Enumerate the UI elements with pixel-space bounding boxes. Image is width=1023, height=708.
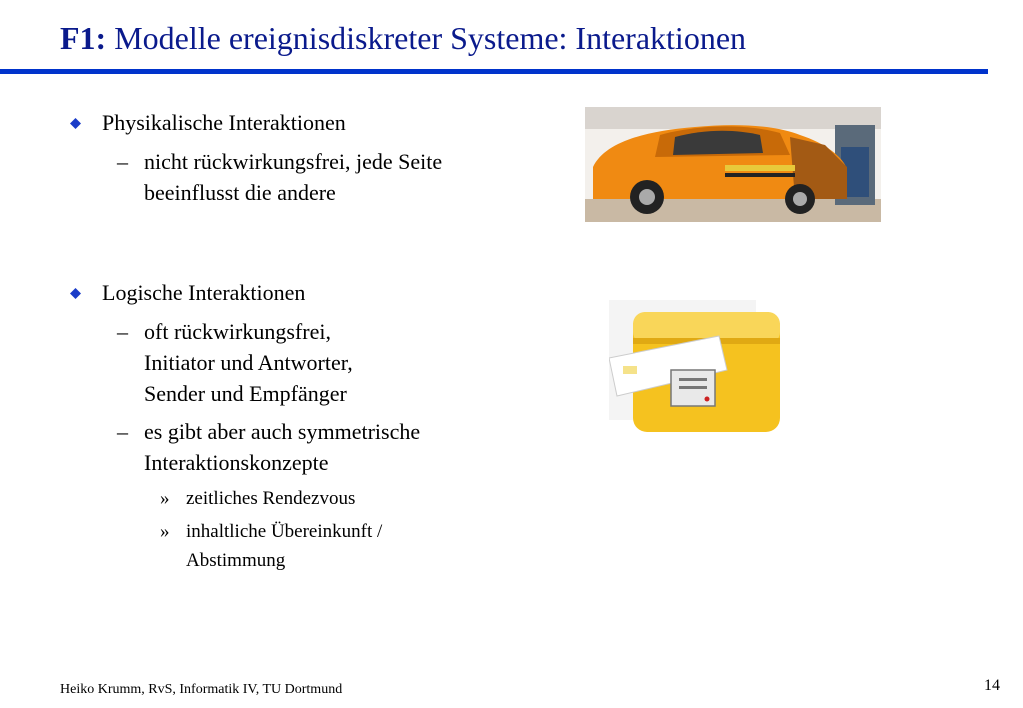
subsub-item-line: zeitliches Rendezvous (186, 488, 356, 509)
diamond-bullet-icon (70, 288, 81, 299)
sub-item-line: Sender und Empfänger (144, 381, 347, 406)
dash-marker: – (117, 319, 128, 344)
mailbox-clipart-image (609, 300, 782, 437)
sub-item-line: Initiator und Antworter, (144, 350, 353, 375)
dash-marker: – (117, 149, 128, 174)
crash-test-car-image (585, 107, 881, 222)
page-number: 14 (984, 677, 1000, 694)
sub-item-line: es gibt aber auch symmetrische (144, 419, 421, 444)
bullet-heading: Physikalische Interaktionen (102, 110, 346, 135)
sub-item-line: oft rückwirkungsfrei, (144, 319, 331, 344)
diamond-bullet-icon (70, 118, 81, 129)
raquo-marker: » (160, 488, 170, 509)
sub-item-line: nicht rückwirkungsfrei, jede Seite (144, 149, 443, 174)
sub-item-line: beeinflusst die andere (144, 180, 336, 205)
raquo-marker: » (160, 521, 170, 542)
title-text: Modelle ereignisdiskreter Systeme: Interaktionen (114, 20, 747, 56)
subsub-item-line: Abstimmung (186, 550, 286, 571)
title-prefix: F1: (60, 20, 107, 56)
subsub-item-line: inhaltliche Übereinkunft / (186, 521, 383, 542)
footer-author: Heiko Krumm, RvS, Informatik IV, TU Dortmund (60, 682, 343, 697)
bullet-heading: Logische Interaktionen (102, 280, 306, 305)
sub-item-line: Interaktionskonzepte (144, 450, 329, 475)
title-divider (0, 69, 988, 74)
slide-title (60, 18, 746, 58)
dash-marker: – (117, 419, 128, 444)
